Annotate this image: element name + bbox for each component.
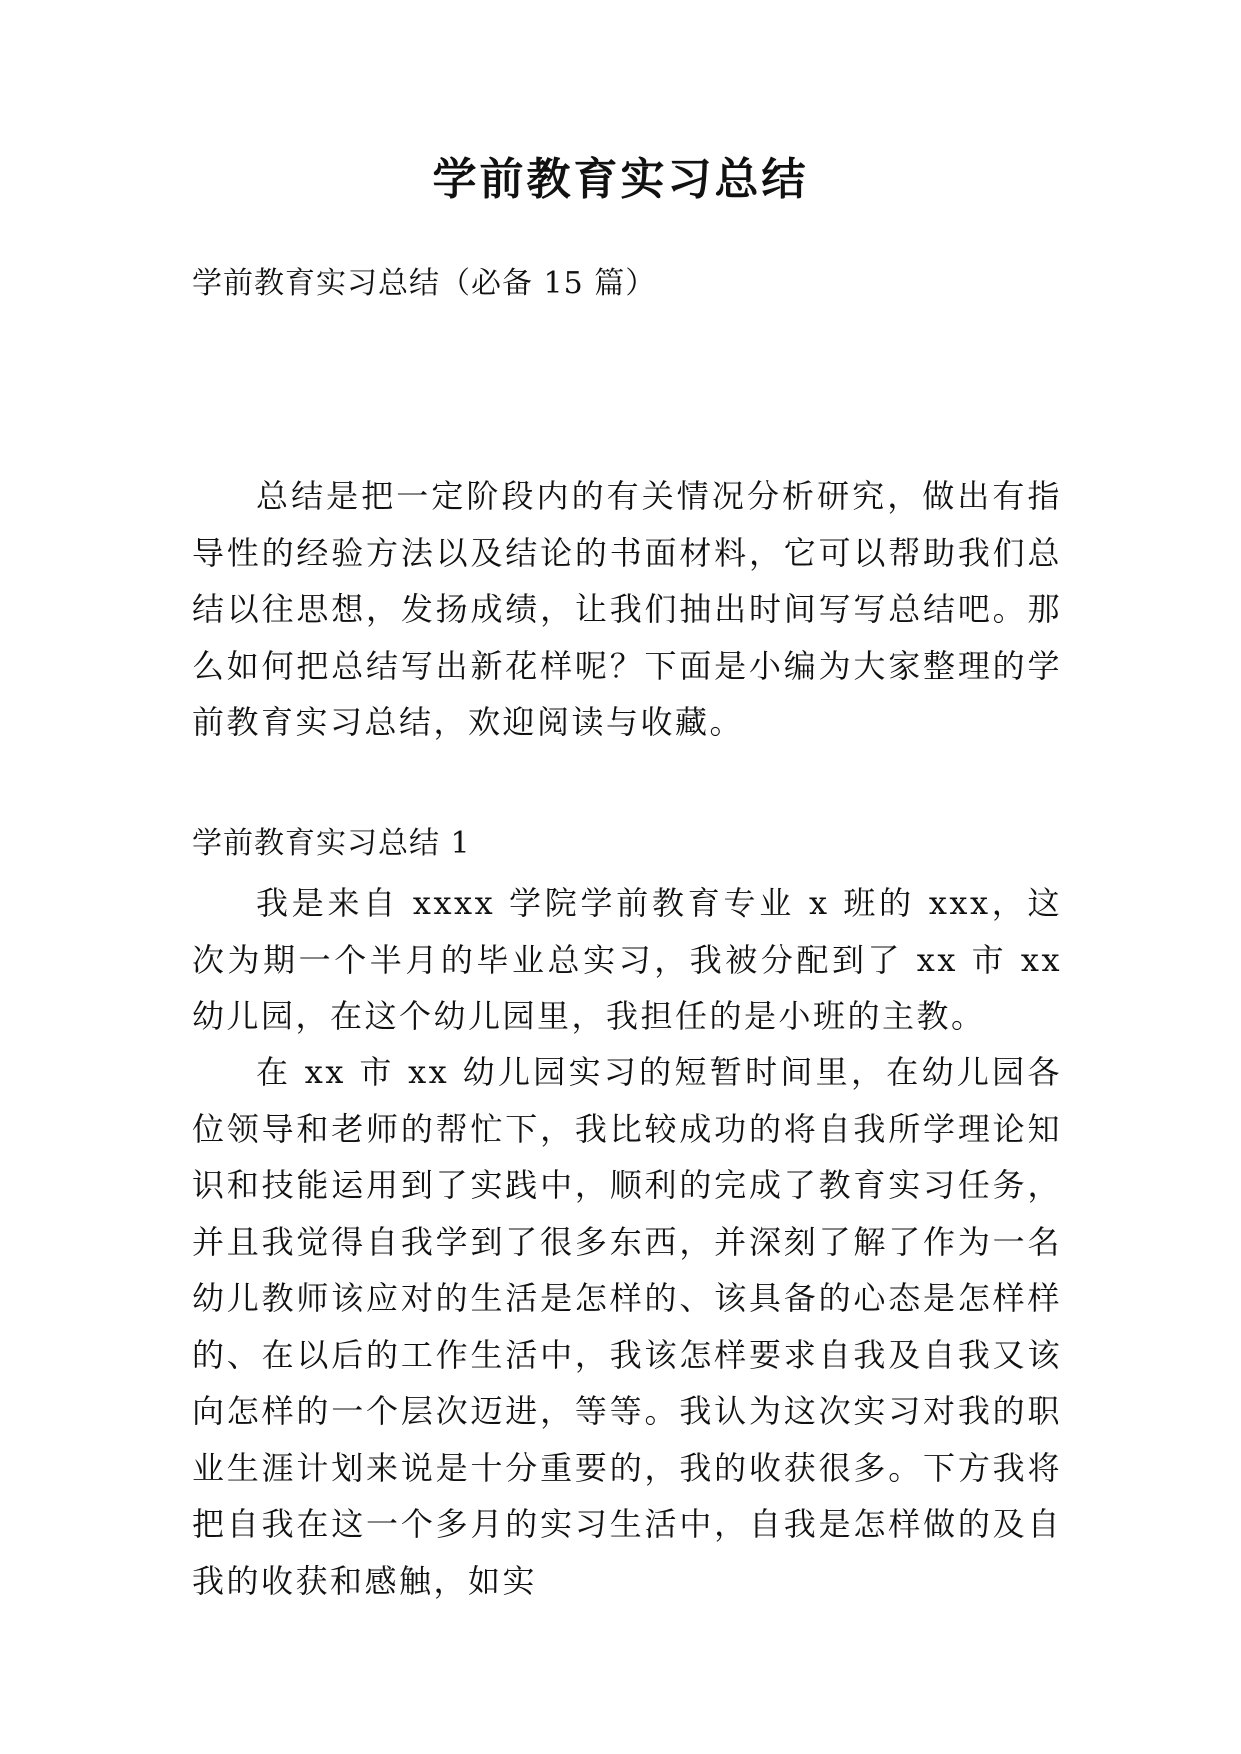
document-subtitle: 学前教育实习总结（必备 15 篇） xyxy=(192,266,657,301)
document-title: 学前教育实习总结 xyxy=(432,154,809,205)
body-paragraph-1: 我是来自 xxxx 学院学前教育专业 x 班的 xxx，这次为期一个半月的毕业总实习，我被分配到了 xx 市 xx 幼儿园，在这个幼儿园里，我担任的是小班的主教。 xyxy=(192,884,1062,1035)
body-paragraph-2: 在 xx 市 xx 幼儿园实习的短暂时间里，在幼儿园各位领导和老师的帮忙下，我比较成功的将自我所学理论知识和技能运用到了实践中，顺利的完成了教育实习任务，并且我觉得自我学到了很多东西，并深刻了解了作为一名幼儿教师该应对的生活是怎样的、该具备的心态是怎样样的、在以后的工作生活中，我该怎样要求自我及自我又该向怎样的一个层次迈进，等等。我认为这次实习对我的职业生涯计划来说是十分重要的，我的收获很多。下方我将把自我在这一个多月的实习生活中，自我是怎样做的及自我的收获和感触，如实 xyxy=(192,1053,1062,1600)
intro-paragraph: 总结是把一定阶段内的有关情况分析研究，做出有指导性的经验方法以及结论的书面材料，它可以帮助我们总结以往思想，发扬成绩，让我们抽出时间写写总结吧。那么如何把总结写出新花样呢？下面是小编为大家整理的学前教育实习总结，欢迎阅读与收藏。 xyxy=(192,477,1062,741)
section-heading: 学前教育实习总结 1 xyxy=(192,826,471,861)
